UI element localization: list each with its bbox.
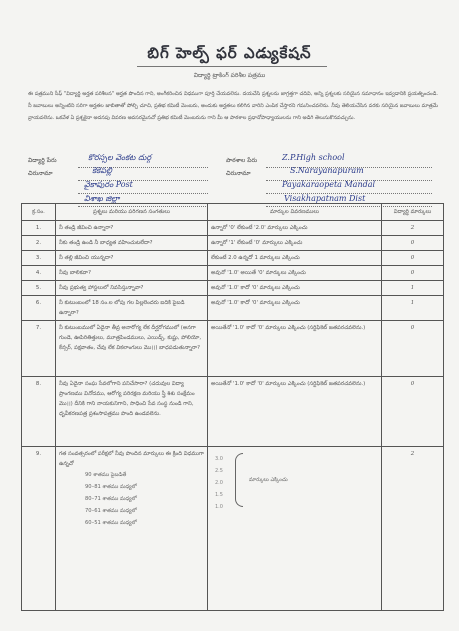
table-row [22,236,444,251]
row-number: 4. [22,266,56,281]
range-item: 60–51 శాతము మధ్యలో [85,520,137,526]
school-address-value-2: Payakaraopeta Mandal [282,180,376,189]
row-number: 6. [22,296,56,321]
header-scoring: మార్కుల వివరణములు [208,204,382,221]
table-header-row [22,204,444,221]
row-question: నీవు ప్రభుత్వ హాస్టలులో నివసిస్తున్నావా? [56,281,208,296]
range-score-list [215,453,223,513]
row-scoring-cell [208,447,382,611]
row-mark[interactable]: 0 [382,251,444,266]
row-question: నీ కుటుంబంలో 18 సం.ల లోపు గల పిల్లలెందరు ఐదికి పైబడి ఉన్నారా? [56,296,208,321]
student-name-label: విద్యార్థి పేరు [28,157,57,164]
table-row [22,447,444,611]
row-number: 2. [22,236,56,251]
row-mark[interactable]: 0 [382,377,444,447]
row-scoring: అయితేనో '1.0' కాదో '0' మార్కులు ఎక్కించు (సర్టిఫికెట్ జతపరచవలెను.) [208,321,382,377]
row-number: 5. [22,281,56,296]
row-number: 1. [22,221,56,236]
range-item: 80–71 శాతము మధ్యలో [85,496,137,502]
row-question: నీ తల్లి జీవించి యున్నదా? [56,251,208,266]
row-mark[interactable]: 0 [382,321,444,377]
row-mark[interactable]: 2 [382,447,444,611]
student-address-label: చిరునామా [28,170,53,177]
row-question: నీవు బాలికవా? [56,266,208,281]
student-name-value: కొరస్సల వెంకట దుర్గ [88,153,152,162]
range-score: 2.5 [215,468,223,474]
range-item: 90 శాతము పైబడితే [85,472,127,478]
curly-brace [235,453,243,507]
school-name-label: పాఠశాల పేరు [226,157,258,164]
row-mark[interactable]: 0 [382,236,444,251]
row-scoring: అవునో '1.0' కాదో '0' మార్కులు ఎక్కించు [208,296,382,321]
range-score: 1.5 [215,492,223,498]
row-mark[interactable]: 0 [382,266,444,281]
table-row [22,377,444,447]
row-scoring: మార్కులు ఎక్కించు [249,477,288,483]
student-address-value-2: వైకాపురం Post [84,180,133,189]
row-mark[interactable]: 2 [382,221,444,236]
row-question: నీ కుటుంబములో ఏదైనా తీవ్ర అనారోగ్య లేక దీర్ఘరోగములో (అనగా గుండె, ఊపిరితిత్తులు, మూత్రపిండములు, ఎయిడ్స్, కుష్టు, పోలియో, కేన్సర్, పక్షవాతం, చేవు లేక వికలాంగులు మొ।।) బాధపడుతున్నారా? [56,321,208,377]
title-underline [137,66,327,67]
school-name-value: Z.P.High school [282,153,345,162]
table-row [22,296,444,321]
student-address-value-1: కెకెపల్లి [92,166,112,175]
row-scoring: అవునో '1.0' కాదో '0' మార్కులు ఎక్కించు [208,281,382,296]
range-item: 70–61 శాతము మధ్యలో [85,508,137,514]
row-question: గత సంవత్సరంలో పరీక్షలో నీవు పొందిన మార్కులు ఈ క్రింది విధముగా ఉన్నచో [59,451,204,467]
table-row [22,221,444,236]
table-row [22,266,444,281]
row-scoring: లేకుంటే 2.0 ఉన్నదో 1 మార్కులు ఎక్కించు [208,251,382,266]
school-address-value-3: Visakhapatnam Dist [284,194,366,203]
range-item: 90–81 శాతము మధ్యలో [85,484,137,490]
row-number: 9. [22,447,56,611]
row-number: 3. [22,251,56,266]
row-scoring: ఉన్నారో '0' లేకుంటే '2.0' మార్కులు ఎక్కించు [208,221,382,236]
score-block [211,449,378,513]
row-scoring: అయితేనో '1.0' కాదో '0' మార్కులు ఎక్కించు (సర్టిఫికెట్ జతపరచవలెను.) [208,377,382,447]
header-question: ప్రశ్నలు మరియు పరిగణన సంగతులు [56,204,208,221]
percentage-range-list [59,469,204,529]
row-number: 8. [22,377,56,447]
intro-paragraph: ఈ పత్రముని సీఫ్ "విద్యార్థి అర్హత పరిశీలన" అర్హత పొందిన గాని, అంగీకరించిన విధముగా పూర్తి చేయవలెను. దయచేసి ప్రశ్నలను జాగ్రత్తగా చదివి, అన్ని ప్రశ్నలకు సరియైన సమాధానం ఇవ్వడానికి ప్రయత్నించండి. నీ జవాబులు అన్నింటిని సరిగా అర్హతల జాబితాతో పోల్చి చూచి, ప్రతిభ కమిటీ మెంబరు, అందుకు అర్హతలు కలిగిన వారిని ఎంపిక చేస్తారని గమనించవలెను. నీవు తెలియచేసిన వరకు సరియైన జవాబులు మాత్రమే వ్రాయవలెను. ఒకవేళ ఏ ప్రశ్నకైనా అదనపు వివరణ అవసరమైనచో ప్రతిభ కమిటీ మెంబరును గాని మీ ఆ పాఠశాల ప్రధానోపాధ్యాయులను గాని అడిగి తెలుసుకొనవచ్చును. [28,91,438,122]
table-row [22,321,444,377]
range-score: 3.0 [215,456,223,462]
school-address-label: చిరునామా [226,170,251,177]
row-number: 7. [22,321,56,377]
row-question-cell [56,447,208,611]
page-subtitle: విద్యార్థి ట్రాకింగ్ పరిశీల పత్రము [193,72,266,79]
row-scoring: ఉన్నారో '1' లేకుంటే '0' మార్కులు ఎక్కించు [208,236,382,251]
row-question: నీవు ఏదైనా సంఘ సేవలోగాని పనిచేసారా? (చదువుల విద్యా ప్రాంగణము వినోదము, ఆరోగ్య పరిరక్షణ మరియు స్త్రీ శిశు సంక్షేమం మొ।।) దీనికి గాని నాయకునిగాని, సాధించి సేవ సంస్థ నుండి గాని, ధృవీకరణపత్ర ప్రశంసాపత్రము పొంది ఉండవలెను. [56,377,208,447]
header-marks: విద్యార్థి మార్కులు [382,204,444,221]
row-scoring: అవునో '1.0' అయితే '0' మార్కులు ఎక్కించు [208,266,382,281]
survey-table [21,203,444,611]
page-title: బిగ్ హెల్ప్ ఫర్ ఎడ్యుకేషన్ [147,44,312,62]
row-question: నీకు తండ్రి ఉండి నీ బాధ్యత వహించుటలేదా? [56,236,208,251]
table-row [22,251,444,266]
header-sno: క్ర.సం. [22,204,56,221]
school-address-value-1: S.Narayanapuram [290,166,364,175]
range-score: 2.0 [215,480,223,486]
student-address-value-3: విశాఖ జిల్లా [84,194,120,203]
row-mark[interactable]: 1 [382,281,444,296]
row-question: నీ తండ్రి జీవించి ఉన్నారా? [56,221,208,236]
table-row [22,281,444,296]
range-score: 1.0 [215,504,223,510]
row-mark[interactable]: 1 [382,296,444,321]
